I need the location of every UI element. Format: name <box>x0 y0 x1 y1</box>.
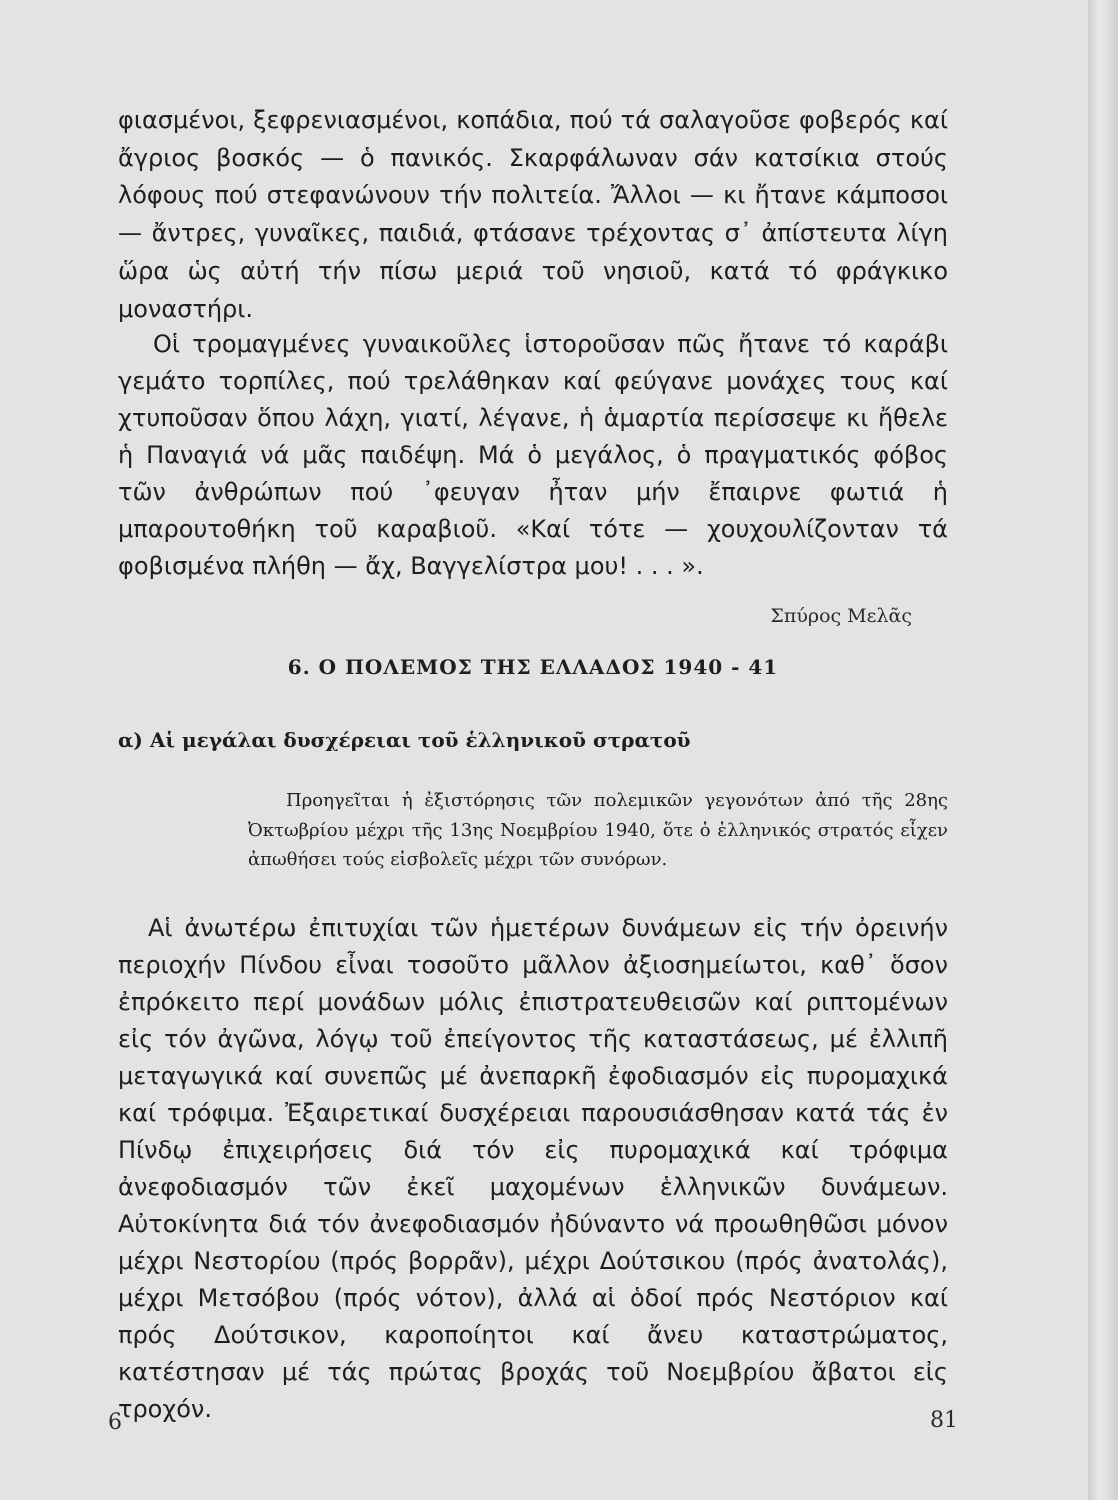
author-signature: Σπύρος Μελᾶς <box>770 605 912 627</box>
paragraph-2: Οἱ τρομαγμένες γυναικοῦλες ἱστοροῦσαν πῶς ἤτανε τό καράβι γεμάτο τορπίλες, πού τρελάθηκαν καί φεύγανε μονάχες τους καί χτυποῦσαν ὅπου λάχη, γιατί, λέγανε, ἡ ἁμαρτία περίσσεψε κι ἤθελε ἡ Παναγιά νά μᾶς παιδέψη. Μά ὁ μεγάλος, ὁ πραγματικός φόβος τῶν ἀνθρώπων πού ᾽φευγαν ἦταν μήν ἔπαιρνε φωτιά ἡ μπαρουτοθήκη τοῦ καραβιοῦ. «Καί τότε — χουχουλίζονταν τά φοβισμένα πλήθη — ἄχ, Βαγγελίστρα μου! . . . ». <box>118 330 948 580</box>
paragraph-1: φιασμένοι, ξεφρενιασμένοι, κοπάδια, πού τά σαλαγοῦσε φοβερός καί ἄγριος βοσκός — ὁ πανικός. Σκαρφάλωναν σάν κατσίκια στούς λόφους πού στεφανώνουν τήν πολιτεία. Ἄλλοι — κι ἤτανε κάμποσοι — ἄντρες, γυναῖκες, παιδιά, φτάσανε τρέχοντας σ᾽ ἀπίστευτα λίγη ὥρα ὡς αὐτή τήν πίσω μεριά τοῦ νησιοῦ, κατά τό φράγκικο μοναστήρι. <box>118 106 948 323</box>
section-heading: 6. Ο ΠΟΛΕΜΟΣ ΤΗΣ ΕΛΛΑΔΟΣ 1940 - 41 <box>287 655 779 679</box>
page-edge <box>1088 0 1118 1500</box>
section-summary: Προηγεῖται ἡ ἐξιστόρησις τῶν πολεμικῶν γεγονότων ἀπό τῆς 28ης Ὀκτωβρίου μέχρι τῆς 13ης Νοεμβρίου 1940, ὅτε ὁ ἑλληνικός στρατός εἶχεν ἀπωθήσει τούς εἰσβολεῖς μέχρι τῶν συνόρων. <box>248 790 948 870</box>
subsection-heading: α) Αἱ μεγάλαι δυσχέρειαι τοῦ ἑλληνικοῦ στρατοῦ <box>118 728 691 752</box>
signature-mark: 6 <box>108 1410 122 1435</box>
page-number: 81 <box>930 1408 958 1433</box>
paragraph-3: Αἱ ἀνωτέρω ἐπιτυχίαι τῶν ἡμετέρων δυνάμεων εἰς τήν ὀρεινήν περιοχήν Πίνδου εἶναι τοσοῦτο μᾶλλον ἀξιοσημείωτοι, καθ᾽ ὅσον ἐπρόκειτο περί μονάδων μόλις ἐπιστρατευθεισῶν καί ριπτομένων εἰς τόν ἀγῶνα, λόγῳ τοῦ ἐπείγοντος τῆς καταστάσεως, μέ ἐλλιπῆ μεταγωγικά καί συνεπῶς μέ ἀνεπαρκῆ ἐφοδιασμόν εἰς πυρομαχικά καί τρόφιμα. Ἐξαιρετικαί δυσχέρειαι παρουσιάσθησαν κατά τάς ἐν Πίνδῳ ἐπιχειρήσεις διά τόν εἰς πυρομαχικά καί τρόφιμα ἀνεφοδιασμόν τῶν ἐκεῖ μαχομένων ἑλληνικῶν δυνάμεων. Αὐτοκίνητα διά τόν ἀνεφοδιασμόν ἠδύναντο νά προωθηθῶσι μόνον μέχρι Νεστορίου (πρός βορρᾶν), μέχρι Δούτσικου (πρός ἀνατολάς), μέχρι Μετσόβου (πρός νότον), ἀλλά αἱ ὁδοί πρός Νεστόριον καί πρός Δούτσικον, καροποίητοι καί ἄνευ καταστρώματος, κατέστησαν μέ τάς πρώτας βροχάς τοῦ Νοεμβρίου ἄβατοι εἰς τροχόν. <box>118 914 948 1423</box>
